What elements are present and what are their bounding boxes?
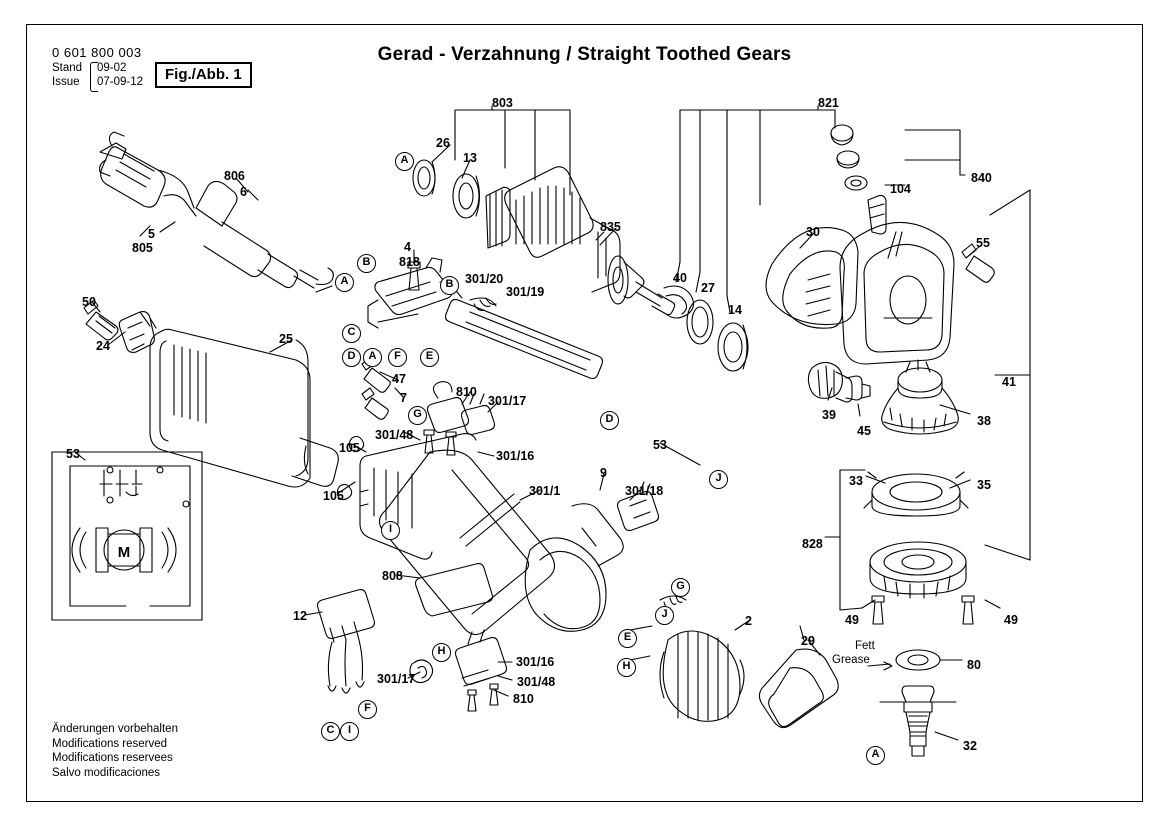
part-label-13: 13 (463, 151, 477, 165)
issue-label: Issue (52, 76, 80, 88)
part-label-4: 4 (404, 240, 411, 254)
part-label-301-1: 301/1 (529, 484, 561, 498)
part-label-828: 828 (802, 537, 823, 551)
svg-text:M: M (117, 544, 131, 561)
callout-e-2: E (618, 629, 637, 648)
part-label-40: 40 (673, 271, 687, 285)
part-label-45: 45 (857, 424, 871, 438)
callout-j-1: J (709, 470, 728, 489)
page-title: Gerad - Verzahnung / Straight Toothed Gears (377, 44, 792, 65)
part-label-47: 47 (392, 372, 406, 386)
callout-d-2: D (600, 411, 619, 430)
part-label-301-17-a: 301/17 (488, 394, 527, 408)
part-label-50: 50 (82, 295, 96, 309)
part-label-835: 835 (600, 220, 621, 234)
part-label-24: 24 (96, 339, 110, 353)
callout-a-3: A (363, 348, 382, 367)
part-label-53-a: 53 (66, 447, 80, 461)
part-label-33: 33 (849, 474, 863, 488)
part-label-105-b: 105 (323, 489, 344, 503)
part-label-35: 35 (977, 478, 991, 492)
callout-i-2: I (340, 722, 359, 741)
part-label-301-16-a: 301/16 (496, 449, 535, 463)
part-label-38: 38 (977, 414, 991, 428)
part-label-810-a: 810 (456, 385, 477, 399)
footer-line-de: Änderungen vorbehalten (52, 723, 178, 735)
figure-label: Fig./Abb. 1 (155, 62, 252, 88)
part-label-301-20: 301/20 (465, 272, 504, 286)
part-label-808: 808 (382, 569, 403, 583)
part-label-803: 803 (492, 96, 513, 110)
footer-line-fr: Modifications reservees (52, 752, 173, 764)
callout-h-2: H (432, 643, 451, 662)
part-label-49-b: 49 (1004, 613, 1018, 627)
part-label-301-19: 301/19 (506, 285, 545, 299)
callout-g-2: G (671, 578, 690, 597)
part-label-6: 6 (240, 185, 247, 199)
issue-date: 07-09-12 (97, 76, 144, 88)
part-label-27: 27 (701, 281, 715, 295)
part-label-818: 818 (399, 255, 420, 269)
callout-b-2: B (440, 276, 459, 295)
stand-date: 09-02 (97, 62, 127, 74)
callout-d-1: D (342, 348, 361, 367)
part-label-29: 29 (801, 634, 815, 648)
callout-c-1: C (342, 324, 361, 343)
part-label-301-17-b: 301/17 (377, 672, 416, 686)
page-border (26, 24, 1143, 802)
grease-label-en: Grease (832, 654, 870, 666)
callout-c-2: C (321, 722, 340, 741)
part-label-12: 12 (293, 609, 307, 623)
callout-i-1: I (381, 521, 400, 540)
footer-line-es: Salvo modificaciones (52, 766, 161, 779)
part-label-41: 41 (1002, 375, 1016, 389)
part-label-39: 39 (822, 408, 836, 422)
part-label-2: 2 (745, 614, 752, 628)
part-label-104: 104 (890, 182, 911, 196)
part-label-821: 821 (818, 96, 839, 110)
part-label-25: 25 (279, 332, 293, 346)
callout-j-2: J (655, 606, 674, 625)
part-label-806: 806 (224, 169, 245, 183)
part-label-301-48-a: 301/48 (375, 428, 414, 442)
callout-e-1: E (420, 348, 439, 367)
part-label-301-18: 301/18 (625, 484, 664, 498)
part-label-30: 30 (806, 225, 820, 239)
part-number: 0 601 800 003 (52, 45, 142, 60)
callout-g-1: G (408, 406, 427, 425)
callout-a-1: A (395, 152, 414, 171)
part-label-805: 805 (132, 241, 153, 255)
part-label-32: 32 (963, 739, 977, 753)
callout-f-1: F (388, 348, 407, 367)
callout-h-1: H (617, 658, 636, 677)
part-label-105-a: 105 (339, 441, 360, 455)
part-label-840: 840 (971, 171, 992, 185)
part-label-810-b: 810 (513, 692, 534, 706)
part-label-7: 7 (400, 391, 407, 405)
callout-a-4: A (866, 746, 885, 765)
part-label-14: 14 (728, 303, 742, 317)
footer-line-en: Modifications reserved (52, 737, 168, 750)
part-label-55: 55 (976, 236, 990, 250)
part-label-301-48-b: 301/48 (517, 675, 556, 689)
grease-label-de: Fett (855, 640, 875, 652)
callout-a-2: A (335, 273, 354, 292)
part-label-9: 9 (600, 466, 607, 480)
stand-label: Stand (52, 62, 83, 74)
part-label-49-a: 49 (845, 613, 859, 627)
footer-notes (52, 722, 178, 780)
callout-f-2: F (358, 700, 377, 719)
part-label-26: 26 (436, 136, 450, 150)
part-label-5: 5 (148, 227, 155, 241)
part-label-301-16-b: 301/16 (516, 655, 555, 669)
part-label-53-b: 53 (653, 438, 667, 452)
callout-b-1: B (357, 254, 376, 273)
part-label-80: 80 (967, 658, 981, 672)
